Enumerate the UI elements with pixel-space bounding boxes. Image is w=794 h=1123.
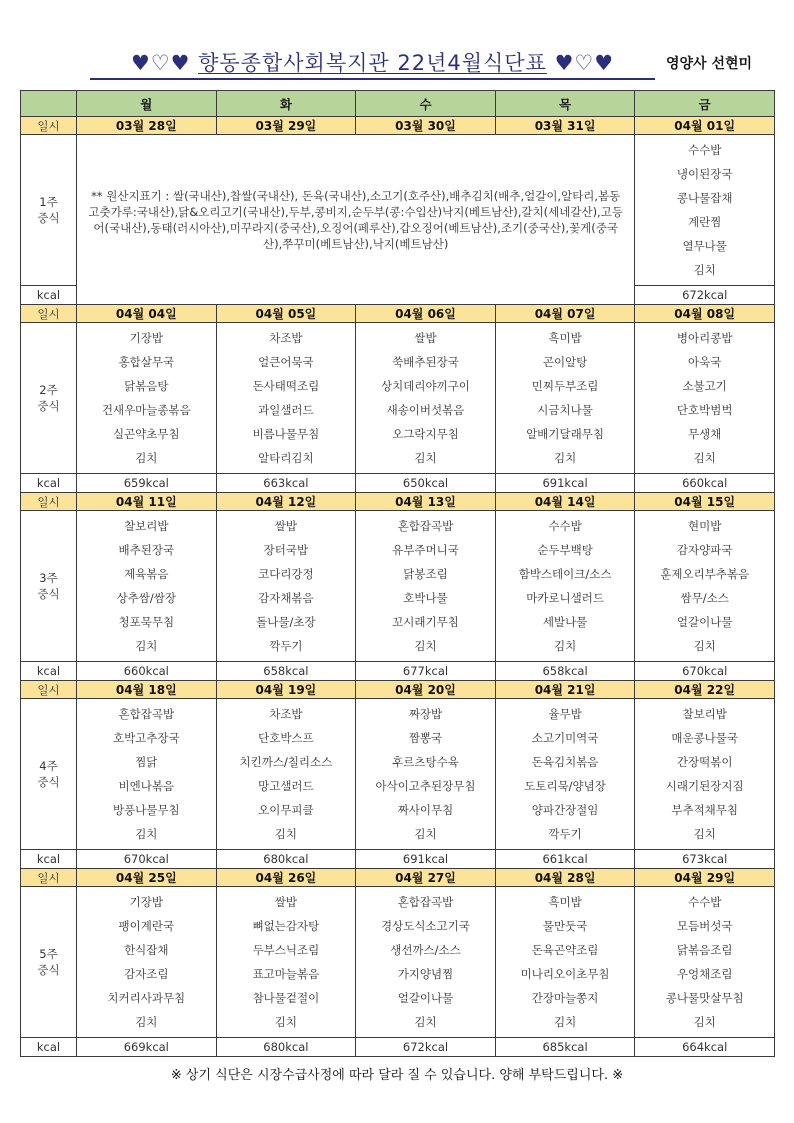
menu-item: 쌀밥 — [274, 519, 297, 533]
menu-item: 함박스테이크/소스 — [518, 567, 612, 581]
menu-item: 돌나물/초장 — [256, 615, 316, 629]
menu-cell — [635, 887, 775, 1038]
menu-row — [21, 323, 775, 474]
date-cell: 04월 12일 — [216, 493, 356, 511]
kcal-cell: 670kcal — [635, 662, 775, 681]
date-label: 일시 — [21, 493, 77, 511]
week-label-line: 1주 — [39, 195, 58, 209]
kcal-label: kcal — [21, 474, 77, 493]
menu-cell — [495, 887, 635, 1038]
date-cell: 03월 28일 — [77, 117, 217, 135]
date-row — [21, 117, 775, 135]
menu-item: 짜장밥 — [408, 707, 443, 721]
menu-item: 뼈없는감자탕 — [252, 919, 320, 933]
menu-item: 장터국밥 — [263, 543, 309, 557]
menu-item: 쌈무/소스 — [680, 591, 729, 605]
menu-item: 가지양념찜 — [397, 967, 454, 981]
menu-item: 계란찜 — [688, 215, 722, 229]
date-cell: 04월 19일 — [216, 681, 356, 699]
kcal-cell: 660kcal — [635, 474, 775, 493]
menu-item: 수수밥 — [688, 895, 722, 909]
kcal-cell: 661kcal — [495, 850, 635, 869]
menu-item: 김치 — [135, 1015, 158, 1029]
date-cell: 04월 26일 — [216, 869, 356, 887]
kcal-cell: 658kcal — [495, 662, 635, 681]
kcal-row — [21, 850, 775, 869]
date-cell: 04월 22일 — [635, 681, 775, 699]
menu-item: 감자채볶음 — [258, 591, 314, 605]
menu-item: 흑미밥 — [548, 331, 582, 345]
kcal-cell: 663kcal — [216, 474, 356, 493]
menu-item: 망고샐러드 — [258, 779, 314, 793]
date-row — [21, 681, 775, 699]
date-cell: 04월 21일 — [495, 681, 635, 699]
menu-item: 참나물겉절이 — [252, 991, 320, 1005]
date-cell: 04월 04일 — [77, 305, 217, 323]
week-label-line: 4주 — [39, 759, 58, 773]
menu-item: 돈사태떡조림 — [252, 379, 320, 393]
menu-item: 돈육김치볶음 — [531, 755, 599, 769]
menu-item: 쌀밥 — [414, 331, 437, 345]
menu-item: 소고기미역국 — [531, 731, 599, 745]
date-label: 일시 — [21, 305, 77, 323]
heart-icons-right: ♥♡♥ — [554, 51, 615, 75]
menu-item: 김치 — [414, 639, 437, 653]
menu-item: 김치 — [693, 263, 716, 277]
date-label: 일시 — [21, 117, 77, 135]
menu-table — [20, 90, 775, 1057]
menu-item: 알타리김치 — [258, 451, 314, 465]
date-cell: 04월 06일 — [356, 305, 496, 323]
menu-item: 단호박범벅 — [676, 403, 733, 417]
date-cell: 04월 18일 — [77, 681, 217, 699]
menu-cell — [495, 511, 635, 662]
week-label — [21, 323, 77, 474]
menu-item: 김치 — [414, 1015, 437, 1029]
menu-item: 김치 — [274, 827, 297, 841]
menu-item: 오그락지무침 — [392, 427, 459, 441]
menu-item: 치커리사과무침 — [107, 991, 186, 1005]
kcal-cell: 660kcal — [77, 662, 217, 681]
menu-item: 짬뽕국 — [408, 731, 443, 745]
menu-item: 순두부백탕 — [537, 543, 593, 557]
menu-item: 김치 — [135, 451, 158, 465]
menu-item: 부추적채무침 — [671, 803, 739, 817]
date-cell: 03월 29일 — [216, 117, 356, 135]
menu-cell — [216, 511, 356, 662]
menu-item: 실곤약초무침 — [112, 427, 180, 441]
menu-item: 마카로니샐러드 — [526, 591, 604, 605]
week-label-line: 중식 — [37, 211, 60, 225]
menu-cell — [216, 887, 356, 1038]
menu-item: 새송이버섯볶음 — [386, 403, 465, 417]
kcal-cell: 658kcal — [216, 662, 356, 681]
menu-item: 기장밥 — [129, 331, 163, 345]
menu-item: 찰보리밥 — [682, 707, 727, 721]
date-label: 일시 — [21, 681, 77, 699]
menu-item: 시래기된장지짐 — [665, 779, 744, 793]
menu-item: 미나리오이초무침 — [520, 967, 610, 981]
kcal-cell: 691kcal — [356, 850, 496, 869]
date-cell: 04월 07일 — [495, 305, 635, 323]
menu-item: 곤이알탕 — [542, 355, 588, 369]
menu-item: 간장떡볶이 — [676, 755, 733, 769]
menu-cell — [356, 699, 496, 850]
kcal-cell: 680kcal — [216, 850, 356, 869]
menu-item: 매운콩나물국 — [671, 731, 739, 745]
menu-row — [21, 699, 775, 850]
menu-item: 오이무피클 — [258, 803, 314, 817]
menu-item: 김치 — [693, 639, 716, 653]
menu-item: 간장마늘쫑지 — [531, 991, 599, 1005]
menu-item: 얼갈이나물 — [397, 991, 454, 1005]
menu-cell — [356, 887, 496, 1038]
heart-icons-left: ♥♡♥ — [130, 51, 191, 75]
menu-item: 깍두기 — [269, 639, 303, 653]
menu-item: 호박고추장국 — [112, 731, 180, 745]
menu-item: 무생채 — [688, 427, 722, 441]
week-label-line: 3주 — [39, 571, 58, 585]
menu-item: 쌀밥 — [274, 895, 297, 909]
menu-item: 홍합살무국 — [118, 355, 175, 369]
menu-item: 꼬시래기무침 — [392, 615, 459, 629]
menu-item: 알배기달래무침 — [526, 427, 604, 441]
menu-item: 냉이된장국 — [676, 167, 733, 181]
kcal-label: kcal — [21, 850, 77, 869]
menu-item: 아삭이고추된장무침 — [375, 779, 476, 793]
menu-item: 혼합잡곡밥 — [118, 707, 175, 721]
date-cell: 04월 05일 — [216, 305, 356, 323]
menu-item: 차조밥 — [269, 331, 303, 345]
date-cell: 03월 30일 — [356, 117, 496, 135]
kcal-cell: 672kcal — [635, 286, 775, 305]
menu-item: 얼갈이나물 — [676, 615, 733, 629]
menu-item: 과일샐러드 — [258, 403, 314, 417]
menu-item: 돈육곤약조림 — [531, 943, 599, 957]
footer-notice: ※ 상기 식단은 시장수급사정에 따라 달라 질 수 있습니다. 양해 부탁드립니다. ※ — [170, 1068, 624, 1083]
menu-item: 상추쌈/쌈장 — [116, 591, 176, 605]
date-cell: 04월 28일 — [495, 869, 635, 887]
date-cell: 03월 31일 — [495, 117, 635, 135]
menu-item: 혼합잡곡밥 — [397, 519, 454, 533]
menu-item: 단호박스프 — [258, 731, 314, 745]
menu-item: 닭볶음탕 — [124, 379, 169, 393]
menu-item: 짜사이무침 — [397, 803, 454, 817]
menu-item: 후르츠탕수육 — [392, 755, 459, 769]
day-header: 월 — [77, 91, 217, 117]
menu-item: 현미밥 — [688, 519, 722, 533]
menu-item: 소불고기 — [682, 379, 727, 393]
week-label — [21, 699, 77, 850]
kcal-cell: 670kcal — [77, 850, 217, 869]
page-header — [0, 44, 794, 84]
menu-item: 혼합잡곡밥 — [397, 895, 454, 909]
kcal-cell: 659kcal — [77, 474, 217, 493]
week-label-line: 2주 — [39, 383, 58, 397]
kcal-cell: 680kcal — [216, 1038, 356, 1057]
kcal-cell: 673kcal — [635, 850, 775, 869]
menu-item: 차조밥 — [269, 707, 303, 721]
week-label — [21, 135, 77, 286]
menu-row — [21, 135, 775, 286]
menu-item: 양파간장절임 — [531, 803, 599, 817]
menu-item: 김치 — [693, 827, 716, 841]
kcal-cell: 672kcal — [356, 1038, 496, 1057]
menu-item: 건새우마늘종볶음 — [101, 403, 191, 417]
menu-item: 모듬버섯국 — [676, 919, 733, 933]
menu-item: 닭볶음조림 — [676, 943, 733, 957]
menu-item: 깍두기 — [548, 827, 582, 841]
menu-item: 아욱국 — [688, 355, 722, 369]
menu-cell — [635, 323, 775, 474]
menu-item: 김치 — [135, 827, 158, 841]
menu-row — [21, 887, 775, 1038]
menu-item: 얼큰어묵국 — [258, 355, 314, 369]
menu-item: 찰보리밥 — [124, 519, 169, 533]
menu-item: 경상도식소고기국 — [381, 919, 470, 933]
day-header: 금 — [635, 91, 775, 117]
menu-cell — [635, 699, 775, 850]
kcal-label: kcal — [21, 662, 77, 681]
menu-item: 수수밥 — [688, 143, 722, 157]
kcal-row — [21, 1038, 775, 1057]
week-label-line: 중식 — [37, 775, 60, 789]
menu-row — [21, 511, 775, 662]
menu-item: 김치 — [274, 1015, 297, 1029]
menu-cell — [77, 323, 217, 474]
date-cell: 04월 11일 — [77, 493, 217, 511]
week-label — [21, 887, 77, 1038]
date-cell: 04월 13일 — [356, 493, 496, 511]
menu-item: 도토리묵/양념장 — [524, 779, 606, 793]
day-header: 목 — [495, 91, 635, 117]
menu-cell — [495, 699, 635, 850]
date-cell: 04월 25일 — [77, 869, 217, 887]
origin-notice: ** 원산지표기 : 쌀(국내산),찹쌀(국내산), 돈육(국내산),소고기(호주산),배추김치(배추,얼갈이,알타리,봄동고춧가루:국내산),닭&오리고기(국내산),두부,콩비지,순두부(콩:수입산)낙지(베트남산),갈치(세네갈산),고등어(국내산),동태(러시아산),미꾸라지(중국산),오징어(페루산),갑오징어(베트남산),조기(중국산),꽃게(중국산),쭈꾸미(베트남산),낙지(베트남산) — [77, 135, 635, 305]
date-cell: 04월 01일 — [635, 117, 775, 135]
menu-cell — [356, 323, 496, 474]
menu-item: 두부스닉조림 — [252, 943, 320, 957]
menu-item: 제육볶음 — [124, 567, 169, 581]
menu-item: 민찌두부조림 — [531, 379, 599, 393]
kcal-cell: 685kcal — [495, 1038, 635, 1057]
menu-item: 유부주머니국 — [392, 543, 459, 557]
date-row — [21, 869, 775, 887]
date-cell: 04월 08일 — [635, 305, 775, 323]
menu-item: 김치 — [553, 1015, 577, 1029]
menu-cell — [77, 511, 217, 662]
date-cell: 04월 14일 — [495, 493, 635, 511]
menu-item: 김치 — [553, 639, 577, 653]
week-label-line: 중식 — [37, 963, 60, 977]
menu-item: 비름나물무침 — [252, 427, 320, 441]
menu-item: 상치데리야끼구이 — [381, 379, 470, 393]
menu-item: 코다리강정 — [258, 567, 314, 581]
title-text: 향동종합사회복지관 22년4월식단표 — [198, 51, 547, 75]
menu-item: 김치 — [135, 639, 158, 653]
date-label: 일시 — [21, 869, 77, 887]
menu-item: 세발나물 — [542, 615, 588, 629]
menu-item: 방풍나물무침 — [112, 803, 180, 817]
menu-item: 우엉채조림 — [676, 967, 733, 981]
menu-item: 기장밥 — [129, 895, 163, 909]
menu-item: 김치 — [553, 451, 577, 465]
menu-item: 표고마늘볶음 — [252, 967, 320, 981]
week-label-line: 중식 — [37, 587, 60, 601]
date-row — [21, 493, 775, 511]
menu-cell — [216, 699, 356, 850]
menu-item: 김치 — [414, 451, 437, 465]
menu-item: 열무나물 — [682, 239, 727, 253]
menu-item: 병아리콩밥 — [676, 331, 733, 345]
day-header: 수 — [356, 91, 496, 117]
kcal-cell: 677kcal — [356, 662, 496, 681]
menu-item: 시금치나물 — [537, 403, 593, 417]
week-label-line: 중식 — [37, 399, 60, 413]
kcal-cell: 669kcal — [77, 1038, 217, 1057]
menu-cell — [216, 323, 356, 474]
kcal-cell: 691kcal — [495, 474, 635, 493]
menu-item: 한식잡채 — [124, 943, 169, 957]
menu-cell — [77, 887, 217, 1038]
menu-item: 김치 — [693, 451, 716, 465]
kcal-row — [21, 474, 775, 493]
kcal-cell: 650kcal — [356, 474, 496, 493]
menu-item: 물만둣국 — [542, 919, 588, 933]
kcal-row — [21, 662, 775, 681]
menu-item: 배추된장국 — [118, 543, 175, 557]
menu-cell — [495, 323, 635, 474]
day-header-row — [21, 91, 775, 117]
menu-item: 훈제오리부추볶음 — [660, 567, 750, 581]
dietitian-name: 영양사 선현미 — [666, 56, 753, 72]
menu-item: 닭봉조림 — [403, 567, 448, 581]
kcal-cell: 664kcal — [635, 1038, 775, 1057]
menu-cell — [635, 135, 775, 286]
page-title — [90, 50, 655, 80]
menu-item: 찜닭 — [135, 755, 158, 769]
kcal-label: kcal — [21, 1038, 77, 1057]
menu-cell — [77, 699, 217, 850]
corner-cell — [21, 91, 77, 117]
week-label-line: 5주 — [39, 947, 58, 961]
menu-cell — [635, 511, 775, 662]
menu-item: 콩나물잡채 — [676, 191, 733, 205]
menu-item: 비엔나볶음 — [118, 779, 175, 793]
week-label — [21, 511, 77, 662]
menu-item: 콩나물맛살무침 — [665, 991, 744, 1005]
menu-item: 쑥배추된장국 — [392, 355, 459, 369]
menu-item: 감자양파국 — [676, 543, 733, 557]
menu-item: 김치 — [414, 827, 437, 841]
menu-item: 김치 — [693, 1015, 716, 1029]
day-header: 화 — [216, 91, 356, 117]
menu-item: 수수밥 — [548, 519, 582, 533]
date-row — [21, 305, 775, 323]
date-cell: 04월 20일 — [356, 681, 496, 699]
date-cell: 04월 29일 — [635, 869, 775, 887]
menu-item: 팽이계란국 — [118, 919, 175, 933]
kcal-label: kcal — [21, 286, 77, 305]
menu-item: 감자조림 — [124, 967, 169, 981]
menu-item: 호박나물 — [403, 591, 448, 605]
menu-item: 치킨까스/칠리소스 — [239, 755, 333, 769]
menu-item: 율무밥 — [548, 707, 582, 721]
menu-item: 생선까스/소스 — [390, 943, 461, 957]
menu-item: 흑미밥 — [548, 895, 582, 909]
menu-cell — [356, 511, 496, 662]
date-cell: 04월 27일 — [356, 869, 496, 887]
menu-item: 청포묵무침 — [118, 615, 175, 629]
date-cell: 04월 15일 — [635, 493, 775, 511]
